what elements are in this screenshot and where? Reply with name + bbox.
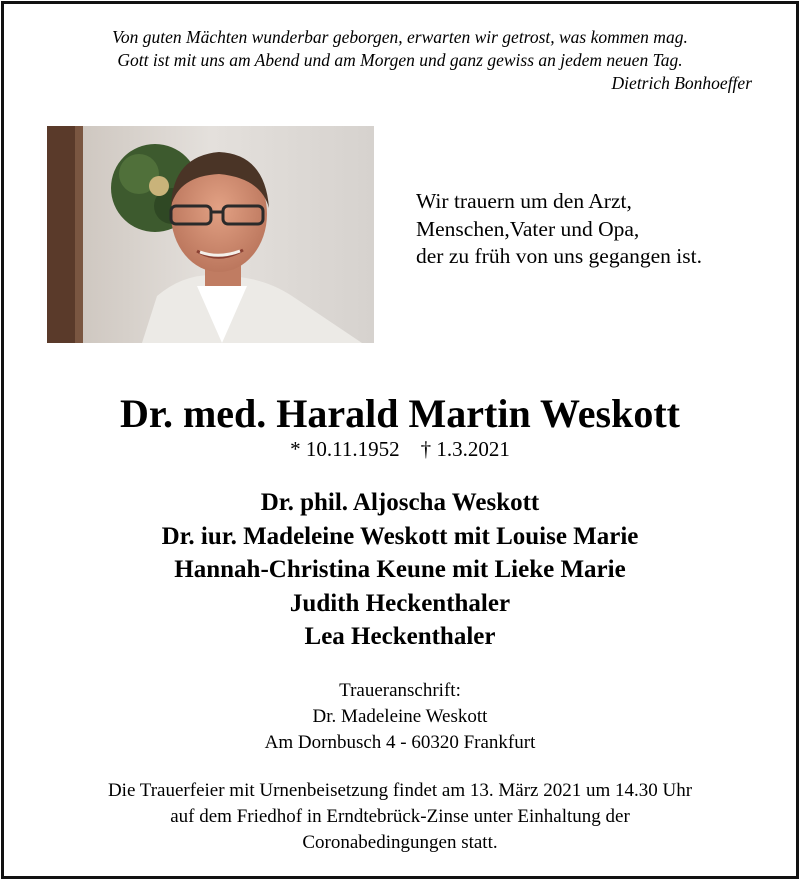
quote-author: Dietrich Bonhoeffer [611, 73, 752, 93]
mourning-text [416, 188, 776, 271]
quote-line-2: Gott ist mit uns am Abend und am Morgen und ganz gewiss an jedem neuen Tag. [117, 50, 683, 70]
family-member: Dr. phil. Aljoscha Weskott [260, 489, 540, 516]
mourning-line: Menschen,Vater und Opa, [416, 216, 640, 241]
deceased-name: Dr. med. Harald Martin Weskott [120, 391, 680, 436]
family-member: Dr. iur. Madeleine Weskott mit Louise Marie [161, 522, 639, 550]
mourning-line: Wir trauern um den Arzt, [416, 189, 632, 213]
obituary-frame [1, 1, 799, 879]
bonhoeffer-quote [24, 26, 776, 95]
life-dates: * 10.11.1952 † 1.3.2021 [290, 437, 510, 461]
ceremony-line: Coronabedingungen statt. [302, 832, 498, 853]
address-street: Am Dornbusch 4 - 60320 Frankfurt [264, 732, 536, 753]
family-list [4, 486, 796, 654]
portrait-photo [47, 126, 374, 343]
address-label: Traueranschrift: [339, 680, 461, 701]
family-member: Lea Heckenthaler [304, 623, 496, 650]
family-member: Hannah-Christina Keune mit Lieke Marie [174, 556, 626, 583]
mourning-address [4, 678, 796, 756]
address-name: Dr. Madeleine Weskott [312, 706, 488, 727]
family-member: Judith Heckenthaler [289, 589, 511, 617]
ceremony-line: Die Trauerfeier mit Urnenbeisetzung findet am 13. März 2021 um 14.30 Uhr [107, 780, 693, 801]
quote-line-1: Von guten Mächten wunderbar geborgen, erwarten wir getrost, was kommen mag. [112, 27, 688, 47]
mourning-line: der zu früh von uns gegangen ist. [416, 244, 702, 268]
ceremony-notice [4, 778, 796, 856]
ceremony-line: auf dem Friedhof in Erndtebrück-Zinse unter Einhaltung der [170, 806, 630, 827]
